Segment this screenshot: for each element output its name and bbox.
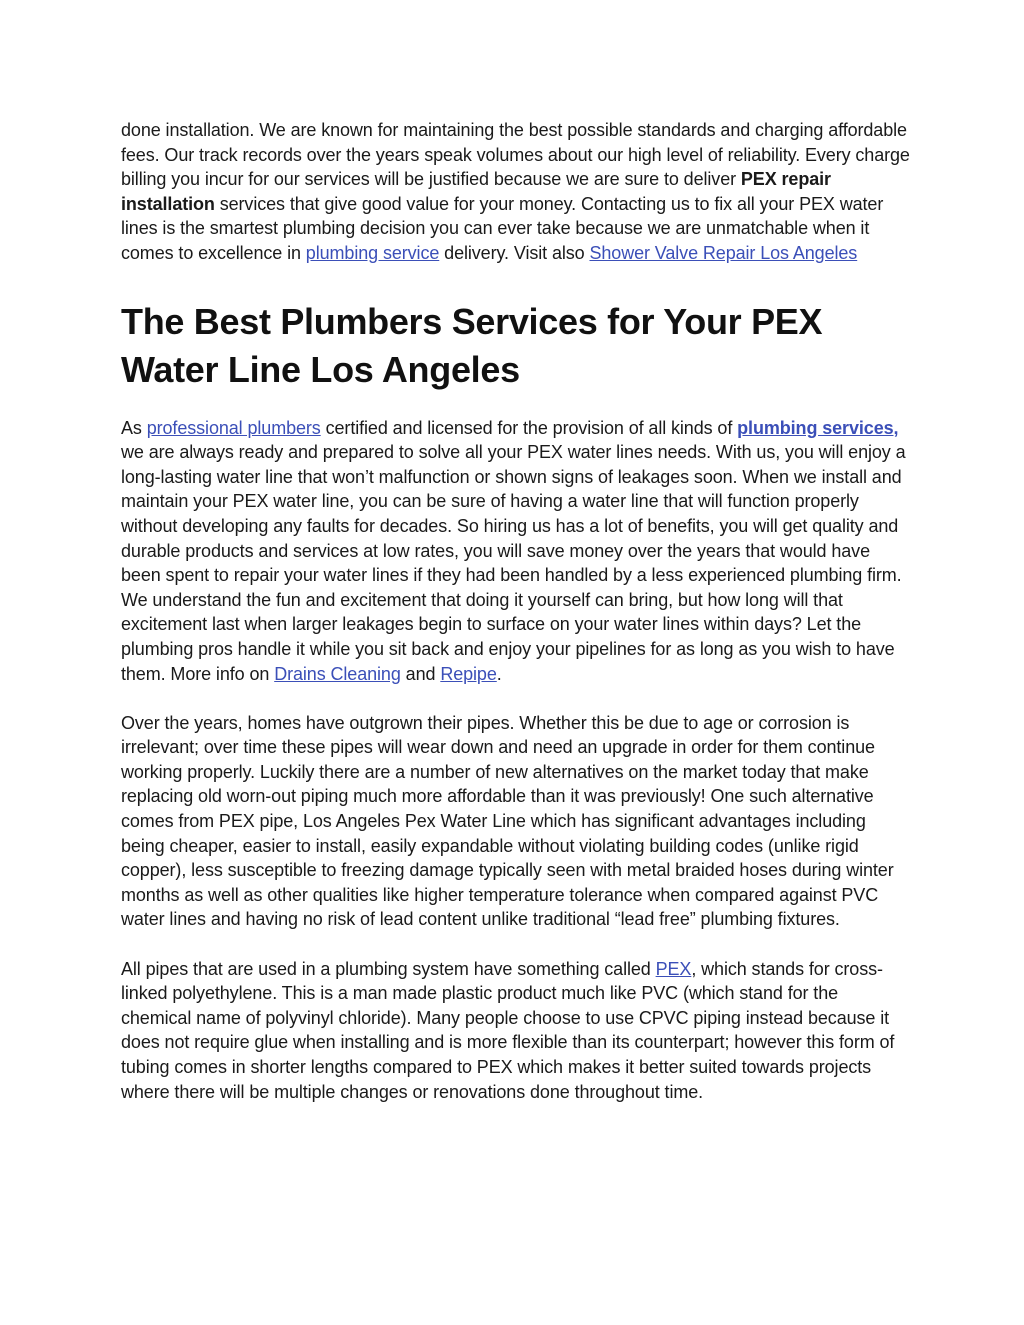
paragraph-text-4: and: [400, 663, 441, 684]
plumbing-service-link[interactable]: plumbing service: [305, 242, 440, 263]
professional-plumbers-paragraph: [121, 416, 911, 687]
professional-plumbers-link[interactable]: professional plumbers: [146, 417, 321, 438]
drains-cleaning-link[interactable]: Drains Cleaning: [274, 663, 401, 684]
plumbing-services-link[interactable]: plumbing services,: [737, 417, 899, 438]
intro-paragraph: [121, 118, 911, 266]
pex-link[interactable]: PEX: [655, 958, 692, 979]
section-heading: The Best Plumbers Services for Your PEX Water Line Los Angeles: [121, 300, 823, 390]
pex-text-1: All pipes that are used in a plumbing system have something called: [121, 958, 656, 979]
pex-text-2: , which stands for cross-linked polyethylene. This is a man made plastic product much like PVC (which stand for the chemical name of polyvinyl chloride). Many people choose to use CPVC piping instead because it does not require glue when installing and is more flexible than its counterpart; however this form of tubing comes in shorter lengths compared to PEX which makes it better suited towards projects where there will be multiple changes or renovations done throughout time.: [121, 958, 895, 1102]
document-page: [121, 118, 911, 1129]
paragraph-text-1: As: [121, 417, 147, 438]
shower-valve-repair-link[interactable]: Shower Valve Repair Los Angeles: [589, 242, 858, 263]
intro-text-2: services that give good value for your money. Contacting us to fix all your PEX water lines is the smartest plumbing decision you can ever take because we are unmatchable when it comes to excellence in: [121, 193, 884, 263]
outgrown-pipes-paragraph: Over the years, homes have outgrown their pipes. Whether this be due to age or corrosion is irrelevant; over time these pipes will wear down and need an upgrade in order for them continue working properly. Luckily there are a number of new alternatives on the market today that make replacing old worn-out piping much more affordable than it was previously! One such alternative comes from PEX pipe, Los Angeles Pex Water Line which has significant advantages including being cheaper, easier to install, easily expandable without violating building codes (unlike rigid copper), less susceptible to freezing damage typically seen with metal braided hoses during winter months as well as other qualities like higher temperature tolerance when compared against PVC water lines and having no risk of lead content unlike traditional “lead free” plumbing fixtures.: [121, 712, 894, 930]
paragraph-text-5: .: [496, 663, 502, 684]
paragraph-text-2: certified and licensed for the provision of all kinds of: [320, 417, 738, 438]
intro-text-1: done installation. We are known for maintaining the best possible standards and charging affordable fees. Our track records over the years speak volumes about our high level of reliability. Every charge billing you incur for our services will be justified because we are sure to deliver: [121, 120, 910, 190]
paragraph-text-3: we are always ready and prepared to solve all your PEX water lines needs. With us, you will enjoy a long-lasting water line that won’t malfunction or shown signs of leakages soon. When we install and maintain your PEX water line, you can be sure of having a water line that will function properly without developing any faults for decades. So hiring us has a lot of benefits, you will get quality and durable products and services at low rates, you will save money over the years that would have been spent to repair your water lines if they had been handled by a less experienced plumbing firm. We understand the fun and excitement that doing it yourself can bring, but how long will that excitement last when larger leakages begin to surface on your water lines within days? Let the plumbing pros handle it while you sit back and enjoy your pipelines for as long as you wish to have them. More info on: [121, 442, 906, 684]
pex-repair-installation-bold: PEX repair installation: [121, 169, 831, 214]
repipe-link[interactable]: Repipe: [440, 663, 497, 684]
intro-text-3: delivery. Visit also: [439, 242, 590, 263]
pex-definition-paragraph: [121, 957, 911, 1105]
